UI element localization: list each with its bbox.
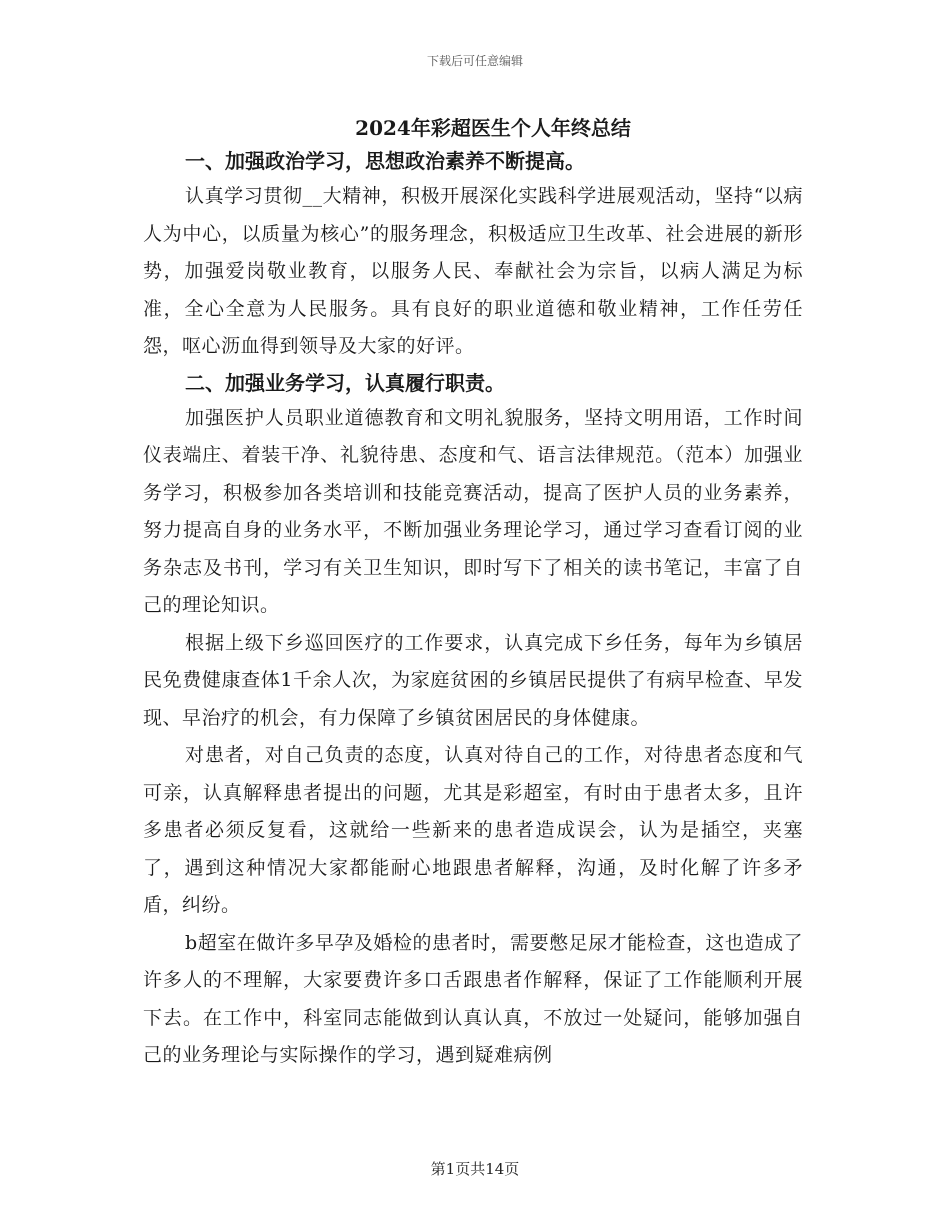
header-note: 下载后可任意编辑 — [426, 54, 523, 68]
section-heading: 二、加强业务学习，认真履行职责。 — [185, 370, 505, 395]
paragraph: 对患者，对自己负责的态度，认真对待自己的工作，对待患者态度和气可亲，认真解释患者提出的问题，尤其是彩超室，有时由于患者太多，且许多患者必须反复看，这就给一些新来的患者造成误会，认为是插空，夹塞了，遇到这种情况大家都能耐心地跟患者解释，沟通，及时化解了许多矛盾，纠纷。 — [143, 744, 803, 916]
section-1 — [143, 144, 803, 366]
paragraph: 根据上级下乡巡回医疗的工作要求，认真完成下乡任务，每年为乡镇居民免费健康查体1千余人次，为家庭贫困的乡镇居民提供了有病早检查、早发现、早治疗的机会，有力保障了乡镇贫困居民的身体健康。 — [143, 631, 803, 729]
section-heading: 一、加强政治学习，思想政治素养不断提高。 — [185, 149, 585, 173]
paragraph: b超室在做许多早孕及婚检的患者时，需要憋足尿才能检查，这也造成了许多人的不理解，大家要费许多口舌跟患者作解释，保证了工作能顺利开展下去。在工作中，科室同志能做到认真认真，不放过一处疑问，能够加强自己的业务理论与实际操作的学习，遇到疑难病例 — [143, 931, 803, 1066]
page-number: 第1页共14页 — [430, 1160, 520, 1178]
paragraph: 加强医护人员职业道德教育和文明礼貌服务，坚持文明用语，工作时间仪表端庄、着装干净、礼貌待患、态度和气、语言法律规范。（范本）加强业务学习，积极参加各类培训和技能竞赛活动，提高了医护人员的业务素养，努力提高自身的业务水平，不断加强业务理论学习，通过学习查看订阅的业务杂志及书刊，学习有关卫生知识，即时写下了相关的读书笔记，丰富了自己的理论知识。 — [143, 406, 803, 616]
document-title: 2024年彩超医生个人年终总结 — [355, 116, 631, 140]
document-body — [143, 112, 803, 1075]
section-2 — [143, 366, 803, 1075]
paragraph: 认真学习贯彻__大精神，积极开展深化实践科学进展观活动，坚持“以病人为中心，以质量为核心”的服务理念，积极适应卫生改革、社会进展的新形势，加强爱岗敬业教育，以服务人民、奉献社会为宗旨，以病人满足为标准，全心全意为人民服务。具有良好的职业道德和敬业精神，工作任劳任怨，呕心沥血得到领导及大家的好评。 — [143, 185, 803, 357]
